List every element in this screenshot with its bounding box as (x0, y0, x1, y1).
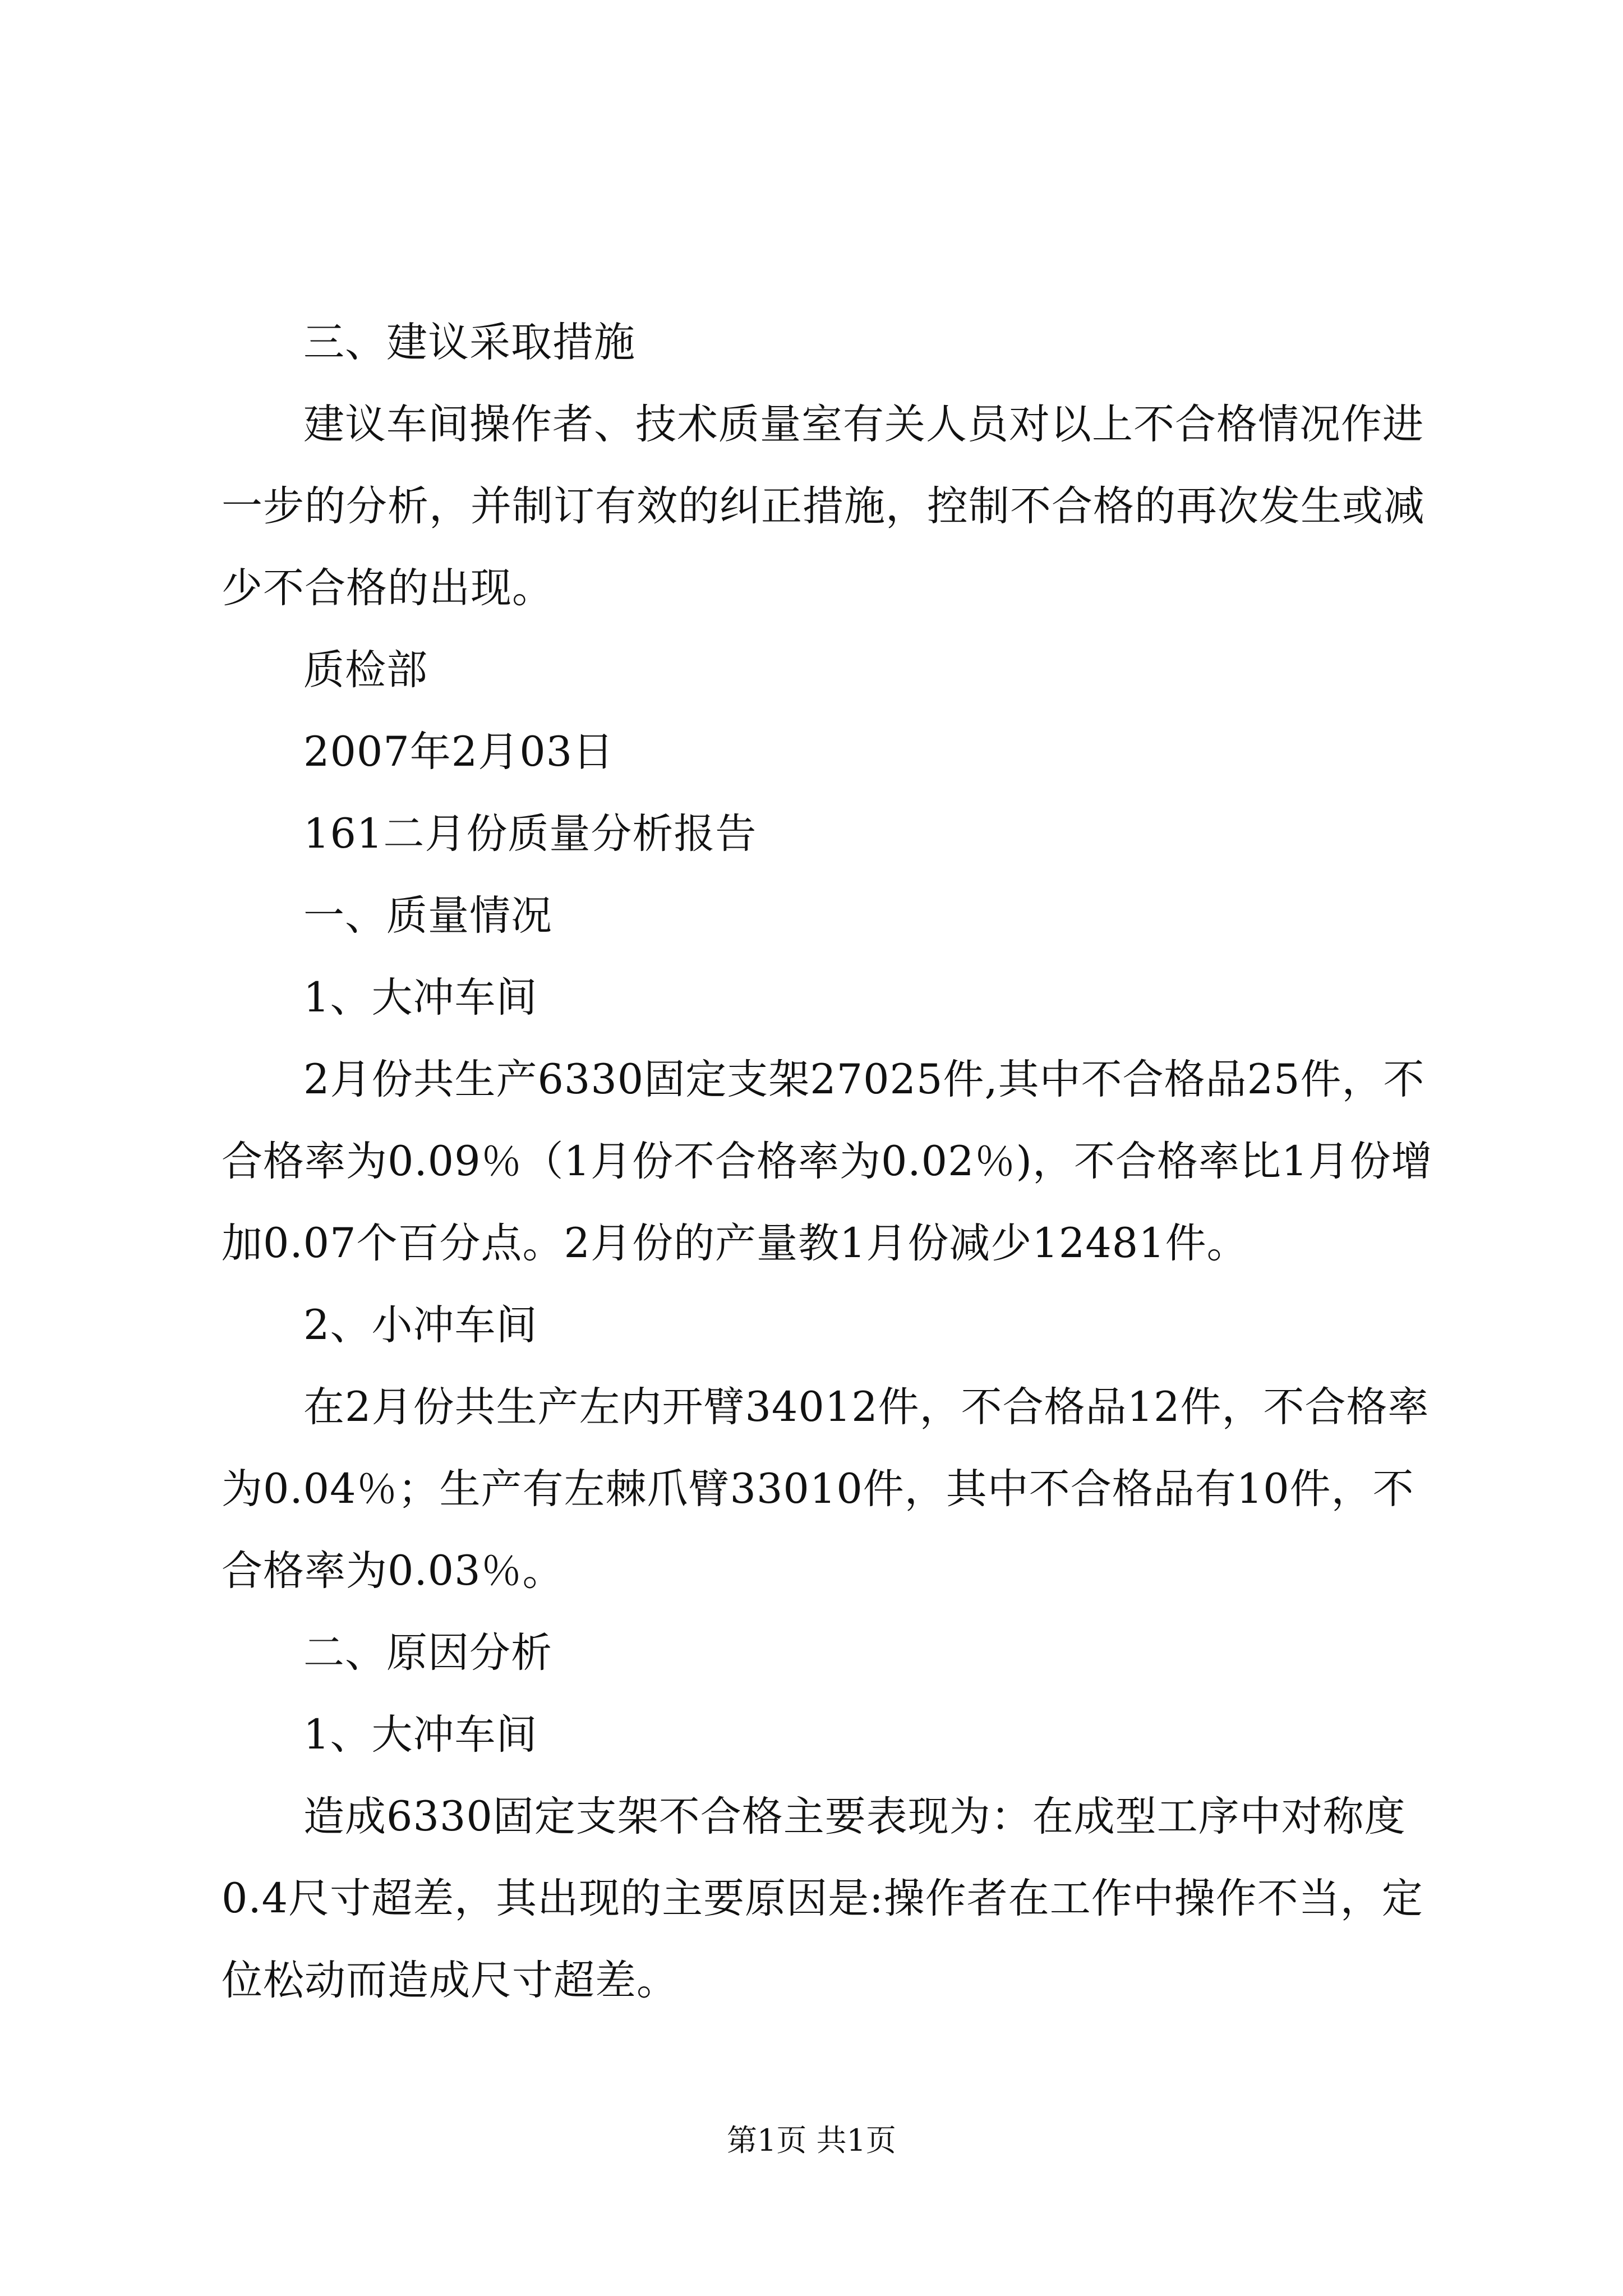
paragraph-small-stamping-quality: 在2月份共生产左内开臂34012件，不合格品12件，不合格率为0.04％；生产有左棘爪臂33010件，其中不合格品有10件，不合格率为0.03％。 (222, 1383, 1430, 1595)
page-footer: 第1页 共1页 (727, 2123, 896, 2158)
subheading-small-stamping-workshop: 2、小冲车间 (303, 1301, 538, 1349)
paragraph-suggestion-text: 建议车间操作者、技术质量室有关人员对以上不合格情况作进一步的分析，并制订有效的纠正措施，控制不合格的再次发生或减少不合格的出现。 (222, 401, 1425, 612)
paragraph-large-stamping-cause: 造成6330固定支架不合格主要表现为：在成型工序中对称度0.4尺寸超差，其出现的主要原因是:操作者在工作中操作不当，定位松动而造成尺寸超差。 (222, 1793, 1423, 2004)
paragraph-large-stamping-quality: 2月份共生产6330固定支架27025件,其中不合格品25件，不合格率为0.09％（1月份不合格率为0.02％)，不合格率比1月份增加0.07个百分点。2月份的产量教1月份减少12481件。 (222, 1056, 1433, 1267)
subheading-large-stamping-cause: 1、大冲车间 (303, 1711, 538, 1759)
report-title: 161二月份质量分析报告 (303, 810, 757, 858)
document-body (222, 302, 1433, 2022)
subheading-large-stamping-workshop: 1、大冲车间 (303, 974, 538, 1022)
signature-date: 2007年2月03日 (303, 728, 615, 776)
section-heading-suggestions: 三、建议采取措施 (303, 319, 635, 366)
section-heading-cause-analysis: 二、原因分析 (303, 1629, 552, 1677)
signature-department: 质检部 (303, 646, 428, 694)
section-heading-quality: 一、质量情况 (303, 892, 552, 940)
